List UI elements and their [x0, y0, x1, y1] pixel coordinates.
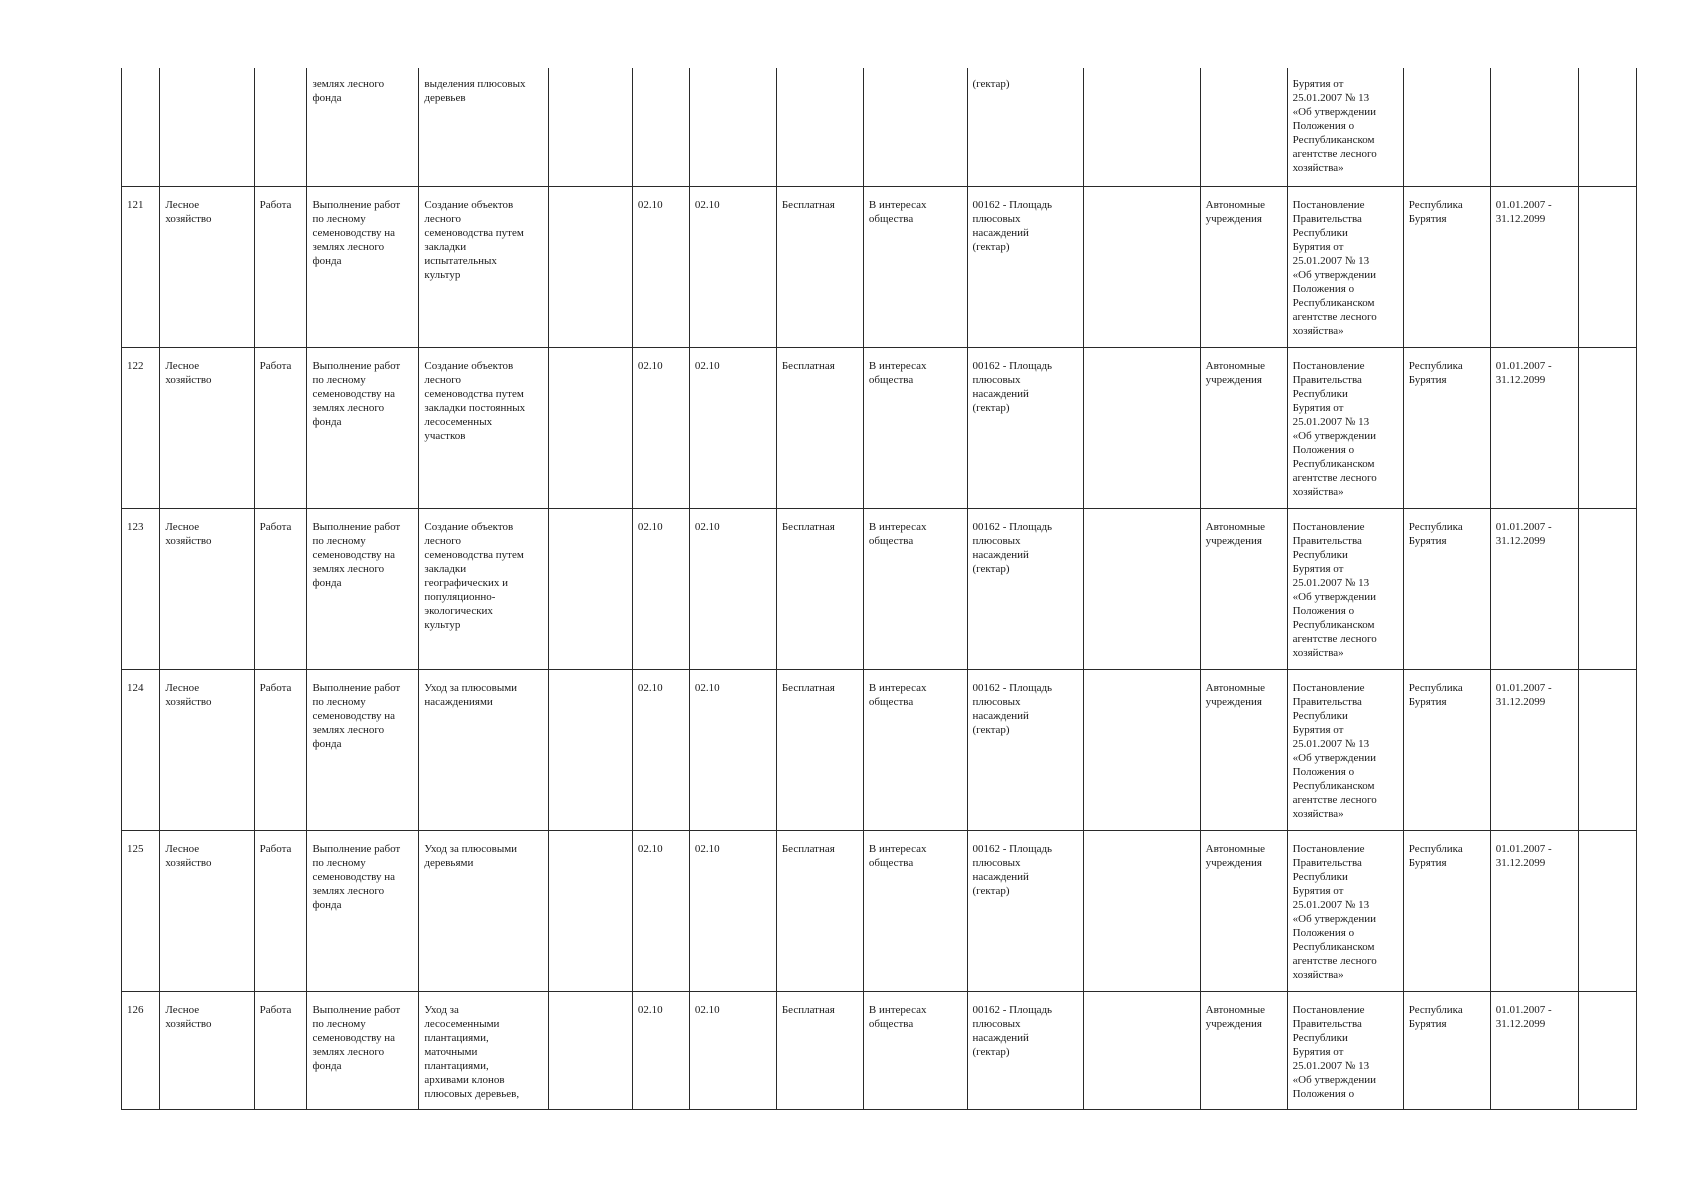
cell-sphere: Лесное хозяйство — [160, 991, 254, 1109]
cell-name: Выполнение работ по лесному семеноводству на землях лесного фонда — [307, 347, 419, 508]
cell-number — [122, 68, 160, 186]
cell-legal-basis: Постановление Правительства Республики Бурятия от 25.01.2007 № 13 «Об утверждении Положения о Республиканском агентстве лесного хозяйства» — [1287, 508, 1403, 669]
cell-consumer: В интересах общества — [863, 508, 967, 669]
cell-number: 125 — [122, 830, 160, 991]
cell-consumer: В интересах общества — [863, 669, 967, 830]
cell-content: Создание объектов лесного семеноводства путем закладки испытательных культур — [419, 186, 549, 347]
cell-number: 123 — [122, 508, 160, 669]
cell-fee: Бесплатная — [776, 669, 863, 830]
cell-authority: Республика Бурятия — [1403, 508, 1490, 669]
table-row — [122, 830, 1637, 991]
cell-authority: Республика Бурятия — [1403, 991, 1490, 1109]
cell-authority: Республика Бурятия — [1403, 830, 1490, 991]
cell-number: 121 — [122, 186, 160, 347]
cell-fee: Бесплатная — [776, 347, 863, 508]
cell-sphere: Лесное хозяйство — [160, 186, 254, 347]
cell-indicator: 00162 - Площадь плюсовых насаждений (гектар) — [967, 830, 1083, 991]
cell-indicator: (гектар) — [967, 68, 1083, 186]
cell-indicator: 00162 - Площадь плюсовых насаждений (гектар) — [967, 347, 1083, 508]
cell-sphere: Лесное хозяйство — [160, 669, 254, 830]
cell-period: 01.01.2007 - 31.12.2099 — [1490, 830, 1578, 991]
cell-authority: Республика Бурятия — [1403, 347, 1490, 508]
cell-consumer: В интересах общества — [863, 347, 967, 508]
table-row — [122, 669, 1637, 830]
cell-code-2: 02.10 — [689, 830, 776, 991]
cell-name: Выполнение работ по лесному семеноводству на землях лесного фонда — [307, 508, 419, 669]
cell-consumer: В интересах общества — [863, 186, 967, 347]
cell-legal-basis: Постановление Правительства Республики Бурятия от 25.01.2007 № 13 «Об утверждении Положения о Республиканском агентстве лесного хозяйства» — [1287, 347, 1403, 508]
cell-indicator: 00162 - Площадь плюсовых насаждений (гектар) — [967, 186, 1083, 347]
cell-content: Уход за плюсовыми насаждениями — [419, 669, 549, 830]
cell-indicator: 00162 - Площадь плюсовых насаждений (гектар) — [967, 669, 1083, 830]
cell-code-2: 02.10 — [689, 186, 776, 347]
cell-code-1: 02.10 — [632, 347, 689, 508]
cell-empty — [1083, 68, 1200, 186]
cell-empty — [1578, 68, 1636, 186]
cell-consumer: В интересах общества — [863, 830, 967, 991]
cell-empty — [548, 669, 632, 830]
cell-period — [1490, 68, 1578, 186]
cell-fee: Бесплатная — [776, 991, 863, 1109]
cell-sphere: Лесное хозяйство — [160, 508, 254, 669]
cell-content: Создание объектов лесного семеноводства путем закладки географических и популяционно- экологических культур — [419, 508, 549, 669]
cell-content: выделения плюсовых деревьев — [419, 68, 549, 186]
cell-empty — [548, 830, 632, 991]
cell-code-1 — [632, 68, 689, 186]
table-row — [122, 991, 1637, 1109]
table-row — [122, 347, 1637, 508]
cell-kind: Работа — [254, 669, 307, 830]
cell-content: Уход за плюсовыми деревьями — [419, 830, 549, 991]
cell-name: Выполнение работ по лесному семеноводству на землях лесного фонда — [307, 186, 419, 347]
cell-code-1: 02.10 — [632, 186, 689, 347]
cell-kind: Работа — [254, 991, 307, 1109]
cell-fee: Бесплатная — [776, 830, 863, 991]
cell-empty — [1083, 186, 1200, 347]
table-row — [122, 186, 1637, 347]
cell-kind: Работа — [254, 347, 307, 508]
cell-fee: Бесплатная — [776, 186, 863, 347]
cell-period: 01.01.2007 - 31.12.2099 — [1490, 186, 1578, 347]
cell-sphere: Лесное хозяйство — [160, 347, 254, 508]
cell-legal-basis: Постановление Правительства Республики Бурятия от 25.01.2007 № 13 «Об утверждении Положения о Республиканском агентстве лесного хозяйства» — [1287, 186, 1403, 347]
cell-content: Уход за лесосеменными плантациями, маточными плантациями, архивами клонов плюсовых деревьев, — [419, 991, 549, 1109]
registry-table — [121, 68, 1637, 1110]
cell-empty — [548, 347, 632, 508]
cell-empty — [1578, 347, 1636, 508]
cell-provider: Автономные учреждения — [1200, 830, 1287, 991]
cell-kind: Работа — [254, 508, 307, 669]
cell-empty — [1578, 186, 1636, 347]
cell-provider: Автономные учреждения — [1200, 991, 1287, 1109]
cell-name: Выполнение работ по лесному семеноводству на землях лесного фонда — [307, 830, 419, 991]
cell-kind: Работа — [254, 830, 307, 991]
cell-empty — [1578, 508, 1636, 669]
cell-fee: Бесплатная — [776, 508, 863, 669]
cell-name: Выполнение работ по лесному семеноводству на землях лесного фонда — [307, 991, 419, 1109]
cell-code-2: 02.10 — [689, 991, 776, 1109]
cell-empty — [1578, 669, 1636, 830]
cell-consumer: В интересах общества — [863, 991, 967, 1109]
cell-consumer — [863, 68, 967, 186]
cell-number: 126 — [122, 991, 160, 1109]
cell-empty — [1083, 669, 1200, 830]
cell-name: Выполнение работ по лесному семеноводству на землях лесного фонда — [307, 669, 419, 830]
cell-number: 124 — [122, 669, 160, 830]
cell-period: 01.01.2007 - 31.12.2099 — [1490, 991, 1578, 1109]
cell-legal-basis: Постановление Правительства Республики Бурятия от 25.01.2007 № 13 «Об утверждении Положения о Республиканском агентстве лесного хозяйства» — [1287, 669, 1403, 830]
cell-period: 01.01.2007 - 31.12.2099 — [1490, 669, 1578, 830]
cell-authority: Республика Бурятия — [1403, 186, 1490, 347]
cell-empty — [548, 508, 632, 669]
cell-authority — [1403, 68, 1490, 186]
cell-content: Создание объектов лесного семеноводства путем закладки постоянных лесосеменных участков — [419, 347, 549, 508]
cell-empty — [1083, 991, 1200, 1109]
cell-fee — [776, 68, 863, 186]
cell-code-1: 02.10 — [632, 508, 689, 669]
cell-sphere — [160, 68, 254, 186]
cell-period: 01.01.2007 - 31.12.2099 — [1490, 347, 1578, 508]
cell-code-2: 02.10 — [689, 669, 776, 830]
cell-legal-basis: Бурятия от 25.01.2007 № 13 «Об утверждении Положения о Республиканском агентстве лесного хозяйства» — [1287, 68, 1403, 186]
cell-provider: Автономные учреждения — [1200, 508, 1287, 669]
cell-code-2 — [689, 68, 776, 186]
cell-provider: Автономные учреждения — [1200, 669, 1287, 830]
cell-code-1: 02.10 — [632, 991, 689, 1109]
cell-empty — [1083, 508, 1200, 669]
cell-period: 01.01.2007 - 31.12.2099 — [1490, 508, 1578, 669]
cell-empty — [548, 186, 632, 347]
cell-sphere: Лесное хозяйство — [160, 830, 254, 991]
cell-code-2: 02.10 — [689, 347, 776, 508]
cell-legal-basis: Постановление Правительства Республики Бурятия от 25.01.2007 № 13 «Об утверждении Положения о Республиканском агентстве лесного хозяйства» — [1287, 830, 1403, 991]
cell-empty — [1578, 991, 1636, 1109]
cell-kind: Работа — [254, 186, 307, 347]
cell-kind — [254, 68, 307, 186]
cell-empty — [1083, 347, 1200, 508]
cell-indicator: 00162 - Площадь плюсовых насаждений (гектар) — [967, 508, 1083, 669]
cell-provider: Автономные учреждения — [1200, 186, 1287, 347]
table-row — [122, 508, 1637, 669]
cell-empty — [548, 68, 632, 186]
cell-indicator: 00162 - Площадь плюсовых насаждений (гектар) — [967, 991, 1083, 1109]
cell-provider — [1200, 68, 1287, 186]
cell-empty — [1578, 830, 1636, 991]
cell-number: 122 — [122, 347, 160, 508]
cell-empty — [1083, 830, 1200, 991]
cell-code-2: 02.10 — [689, 508, 776, 669]
cell-legal-basis: Постановление Правительства Республики Бурятия от 25.01.2007 № 13 «Об утверждении Положения о — [1287, 991, 1403, 1109]
registry-body — [122, 68, 1637, 1109]
cell-code-1: 02.10 — [632, 830, 689, 991]
cell-provider: Автономные учреждения — [1200, 347, 1287, 508]
cell-name: землях лесного фонда — [307, 68, 419, 186]
table-row-continuation — [122, 68, 1637, 186]
cell-empty — [548, 991, 632, 1109]
cell-code-1: 02.10 — [632, 669, 689, 830]
cell-authority: Республика Бурятия — [1403, 669, 1490, 830]
